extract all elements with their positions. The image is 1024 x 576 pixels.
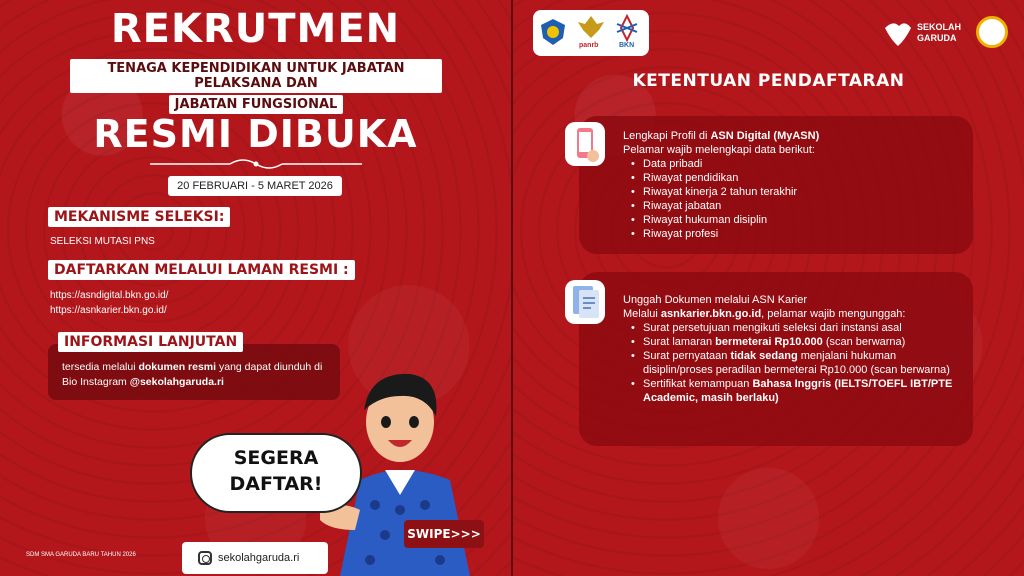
bkn-label: BKN	[619, 42, 635, 49]
left-panel	[0, 0, 511, 576]
documents-icon	[565, 280, 605, 324]
gov-logos	[533, 10, 649, 56]
school-badge-icon	[976, 16, 1008, 48]
brand-name: SEKOLAH GARUDA	[917, 22, 962, 43]
card-documents-text	[623, 293, 967, 405]
instagram-handle[interactable]	[182, 542, 328, 574]
tut-wuri-logo-icon	[539, 18, 567, 46]
footer-note: SDM SMA GARUDA BARU TAHUN 2026	[26, 552, 136, 558]
sekolah-garuda-logo-icon	[883, 18, 913, 48]
bkn-logo-icon	[613, 14, 641, 42]
poster-title: REKRUTMEN	[110, 6, 401, 52]
right-panel	[513, 0, 1024, 576]
mekanisme-value: SELEKSI MUTASI PNS	[50, 236, 155, 247]
instagram-icon	[198, 551, 212, 565]
card-profile-intro: Pelamar wajib melengkapi data berikut:	[623, 144, 815, 156]
list-item: • Riwayat pendidikan	[623, 171, 963, 185]
list-item: • Surat lamaran bermeterai Rp10.000 (scan berwarna)	[623, 335, 967, 349]
subtitle-line-1: TENAGA KEPENDIDIKAN UNTUK JABATAN PELAKSANA DAN	[70, 59, 442, 93]
link-asnkarier[interactable]: https://asnkarier.bkn.go.id/	[50, 305, 167, 316]
list-item: • Riwayat hukuman disiplin	[623, 213, 963, 227]
card-profile-text	[623, 129, 963, 241]
list-item: • Riwayat profesi	[623, 227, 963, 241]
card-profile-title: Lengkapi Profil di ASN Digital (MyASN)	[623, 130, 820, 142]
phone-icon	[565, 122, 605, 166]
headline: RESMI DIBUKA	[93, 112, 418, 156]
list-item: • Sertifikat kemampuan Bahasa Inggris (IELTS/TOEFL IBT/PTE Academic, masih berlaku)	[623, 377, 967, 405]
list-item: • Surat persetujuan mengikuti seleksi dari instansi asal	[623, 321, 967, 335]
subtitle	[70, 58, 442, 115]
panrb-label: panrb	[579, 42, 599, 49]
date-range: 20 FEBRUARI - 5 MARET 2026	[168, 176, 342, 196]
daftar-label: DAFTARKAN MELALUI LAMAN RESMI :	[48, 260, 355, 280]
ornament-divider	[150, 158, 362, 170]
speech-bubble-text: SEGERA DAFTAR!	[229, 447, 323, 495]
subtitle-line-2: JABATAN FUNGSIONAL	[169, 95, 344, 114]
garuda-logo-icon	[577, 14, 605, 42]
card-documents-intro: Melalui asnkarier.bkn.go.id, pelamar wajib mengunggah:	[623, 308, 906, 320]
info-label: INFORMASI LANJUTAN	[58, 332, 243, 352]
list-item: • Data pribadi	[623, 157, 963, 171]
card-documents-title: Unggah Dokumen melalui ASN Karier	[623, 294, 808, 306]
instagram-text: sekolahgaruda.ri	[218, 552, 300, 564]
list-item: • Surat pernyataan tidak sedang menjalani hukuman disiplin/proses peradilan bermeterai Rp10.000 (scan berwarna)	[623, 349, 967, 377]
info-text: tersedia melalui dokumen resmi yang dapat diunduh di Bio Instagram @sekolahgaruda.ri	[62, 361, 323, 388]
swipe-button[interactable]: SWIPE>>>	[404, 520, 484, 548]
mekanisme-label: MEKANISME SELEKSI:	[48, 207, 230, 227]
requirements-heading: KETENTUAN PENDAFTARAN	[632, 71, 905, 91]
link-asndigital[interactable]: https://asndigital.bkn.go.id/	[50, 290, 169, 301]
list-item: • Riwayat jabatan	[623, 199, 963, 213]
list-item: • Riwayat kinerja 2 tahun terakhir	[623, 185, 963, 199]
